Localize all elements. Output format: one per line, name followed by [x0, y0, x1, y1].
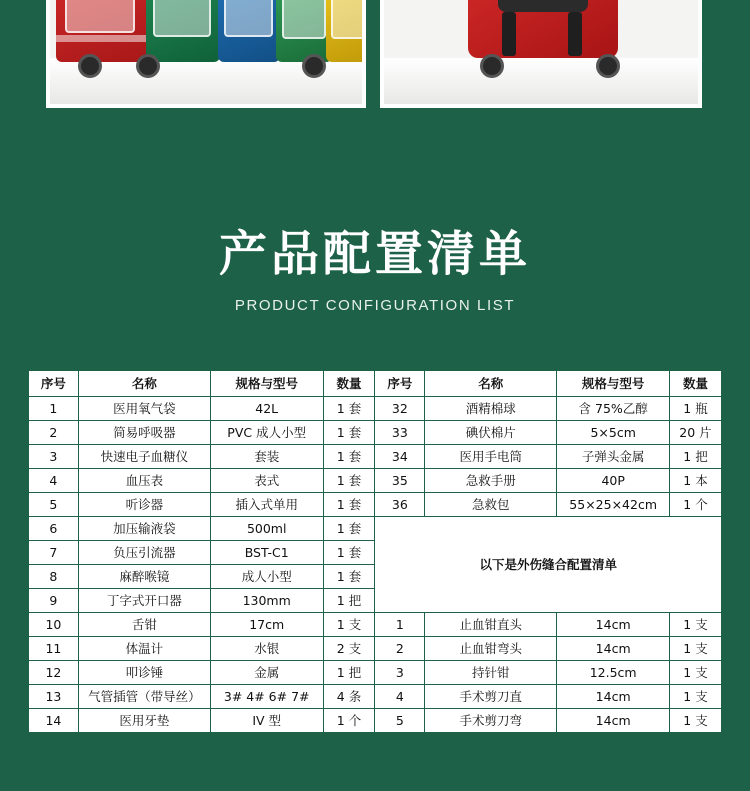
table-cell: 8	[29, 564, 79, 588]
table-cell: 1 把	[323, 588, 375, 612]
table-cell: BST-C1	[210, 540, 323, 564]
page-title: 产品配置清单	[218, 226, 531, 282]
table-cell: 33	[375, 420, 425, 444]
table-cell: 1 把	[323, 660, 375, 684]
bag-strip	[56, 35, 148, 42]
table-cell: 听诊器	[78, 492, 210, 516]
bag-back-panel	[498, 0, 588, 12]
table-cell: 子弹头金属	[557, 444, 670, 468]
table-cell: 12.5cm	[557, 660, 670, 684]
table-cell: 快速电子血糖仪	[78, 444, 210, 468]
title-block	[0, 228, 750, 314]
bag-wheel-icon	[596, 54, 620, 78]
table-cell: 丁字式开口器	[78, 588, 210, 612]
table-header-cell: 名称	[425, 370, 557, 396]
table-cell: 含 75%乙醇	[557, 396, 670, 420]
table-cell: 水银	[210, 636, 323, 660]
table-cell: 14cm	[557, 684, 670, 708]
table-cell: 5×5cm	[557, 420, 670, 444]
table-cell: 1 套	[323, 420, 375, 444]
medical-bag-green	[146, 0, 220, 62]
table-cell: 14cm	[557, 612, 670, 636]
table-cell: 32	[375, 396, 425, 420]
configuration-table	[28, 370, 722, 733]
table-row	[29, 636, 722, 660]
table-cell: 1 支	[669, 612, 721, 636]
product-photo-right	[380, 0, 702, 108]
table-cell: 55×25×42cm	[557, 492, 670, 516]
table-cell: PVC 成人小型	[210, 420, 323, 444]
table-note-cell: 以下是外伤缝合配置清单	[375, 516, 722, 612]
table-cell: 14	[29, 708, 79, 732]
table-cell: 1 瓶	[669, 396, 721, 420]
photo-floor	[384, 58, 698, 104]
table-cell: 医用手电筒	[425, 444, 557, 468]
table-cell: 酒精棉球	[425, 396, 557, 420]
table-cell: 4	[375, 684, 425, 708]
table-cell: 插入式单用	[210, 492, 323, 516]
table-cell: 血压表	[78, 468, 210, 492]
bag-wheel-icon	[480, 54, 504, 78]
table-cell: 3	[375, 660, 425, 684]
medical-bag-green-2	[276, 0, 332, 62]
bag-wheel-icon	[78, 54, 102, 78]
table-cell: 14cm	[557, 708, 670, 732]
table-cell: 持针钳	[425, 660, 557, 684]
bag-window	[153, 0, 210, 37]
bag-window	[65, 0, 135, 33]
table-cell: 11	[29, 636, 79, 660]
page-subtitle: PRODUCT CONFIGURATION LIST	[234, 296, 516, 314]
photo-left-scene	[50, 0, 362, 104]
table-cell: 碘伏棉片	[425, 420, 557, 444]
table-cell: 1 把	[669, 444, 721, 468]
table-row	[29, 612, 722, 636]
table-row	[29, 516, 722, 540]
medical-bag-red	[56, 0, 148, 62]
configuration-table-body	[29, 370, 722, 732]
table-cell: 1 支	[669, 660, 721, 684]
table-cell: 1 本	[669, 468, 721, 492]
table-cell: 35	[375, 468, 425, 492]
bag-wheel-icon	[302, 54, 326, 78]
table-cell: 13	[29, 684, 79, 708]
product-photo-left	[46, 0, 366, 108]
table-cell: 1 支	[669, 636, 721, 660]
bag-wheel-icon	[136, 54, 160, 78]
table-header-cell: 序号	[375, 370, 425, 396]
table-cell: 4	[29, 468, 79, 492]
table-cell: 130mm	[210, 588, 323, 612]
table-cell: 7	[29, 540, 79, 564]
table-cell: 1 套	[323, 468, 375, 492]
photo-right-scene	[384, 0, 698, 104]
table-cell: 1 套	[323, 516, 375, 540]
table-cell: 气管插管（带导丝）	[78, 684, 210, 708]
table-cell: 1 套	[323, 396, 375, 420]
table-header-cell: 名称	[78, 370, 210, 396]
table-cell: 42L	[210, 396, 323, 420]
table-cell: 36	[375, 492, 425, 516]
table-cell: 套装	[210, 444, 323, 468]
table-row	[29, 420, 722, 444]
table-cell: 1 个	[323, 708, 375, 732]
table-header-cell: 序号	[29, 370, 79, 396]
bag-window	[224, 0, 273, 37]
table-cell: 止血钳弯头	[425, 636, 557, 660]
table-cell: 17cm	[210, 612, 323, 636]
table-cell: 1 套	[323, 564, 375, 588]
table-cell: IV 型	[210, 708, 323, 732]
table-cell: 1	[29, 396, 79, 420]
table-cell: 急救包	[425, 492, 557, 516]
table-cell: 负压引流器	[78, 540, 210, 564]
medical-bag-yellow	[326, 0, 366, 62]
table-cell: 1 套	[323, 540, 375, 564]
table-cell: 3# 4# 6# 7#	[210, 684, 323, 708]
table-cell: 10	[29, 612, 79, 636]
table-row	[29, 708, 722, 732]
product-photo-band	[0, 0, 750, 120]
table-cell: 简易呼吸器	[78, 420, 210, 444]
bag-window	[331, 0, 366, 39]
table-cell: 医用牙垫	[78, 708, 210, 732]
table-header-cell: 数量	[323, 370, 375, 396]
red-trolley-bag	[468, 0, 618, 58]
table-cell: 1 套	[323, 444, 375, 468]
table-cell: 舌钳	[78, 612, 210, 636]
table-cell: 9	[29, 588, 79, 612]
table-cell: 急救手册	[425, 468, 557, 492]
shoulder-strap	[502, 12, 516, 56]
table-cell: 1 套	[323, 492, 375, 516]
table-row	[29, 492, 722, 516]
table-row	[29, 444, 722, 468]
table-cell: 40P	[557, 468, 670, 492]
table-cell: 金属	[210, 660, 323, 684]
table-cell: 1 支	[669, 684, 721, 708]
configuration-table-wrapper	[28, 370, 722, 733]
table-header-row	[29, 370, 722, 396]
medical-bag-blue	[218, 0, 280, 62]
table-cell: 20 片	[669, 420, 721, 444]
table-header-cell: 规格与型号	[210, 370, 323, 396]
table-cell: 手术剪刀直	[425, 684, 557, 708]
table-cell: 1	[375, 612, 425, 636]
table-row	[29, 468, 722, 492]
table-cell: 1 个	[669, 492, 721, 516]
table-cell: 成人小型	[210, 564, 323, 588]
table-cell: 6	[29, 516, 79, 540]
table-cell: 麻醉喉镜	[78, 564, 210, 588]
table-cell: 2 支	[323, 636, 375, 660]
table-cell: 1 支	[323, 612, 375, 636]
table-cell: 12	[29, 660, 79, 684]
table-cell: 5	[29, 492, 79, 516]
table-row	[29, 660, 722, 684]
bag-window	[282, 0, 326, 39]
table-cell: 2	[375, 636, 425, 660]
table-cell: 体温计	[78, 636, 210, 660]
table-cell: 止血钳直头	[425, 612, 557, 636]
table-cell: 手术剪刀弯	[425, 708, 557, 732]
table-cell: 加压输液袋	[78, 516, 210, 540]
shoulder-strap	[568, 12, 582, 56]
table-cell: 叩诊锤	[78, 660, 210, 684]
table-cell: 14cm	[557, 636, 670, 660]
table-header-cell: 数量	[669, 370, 721, 396]
table-cell: 1 支	[669, 708, 721, 732]
table-cell: 34	[375, 444, 425, 468]
table-cell: 4 条	[323, 684, 375, 708]
table-cell: 500ml	[210, 516, 323, 540]
table-cell: 表式	[210, 468, 323, 492]
table-cell: 医用氧气袋	[78, 396, 210, 420]
table-cell: 3	[29, 444, 79, 468]
table-row	[29, 684, 722, 708]
table-row	[29, 396, 722, 420]
table-cell: 5	[375, 708, 425, 732]
table-cell: 2	[29, 420, 79, 444]
table-header-cell: 规格与型号	[557, 370, 670, 396]
